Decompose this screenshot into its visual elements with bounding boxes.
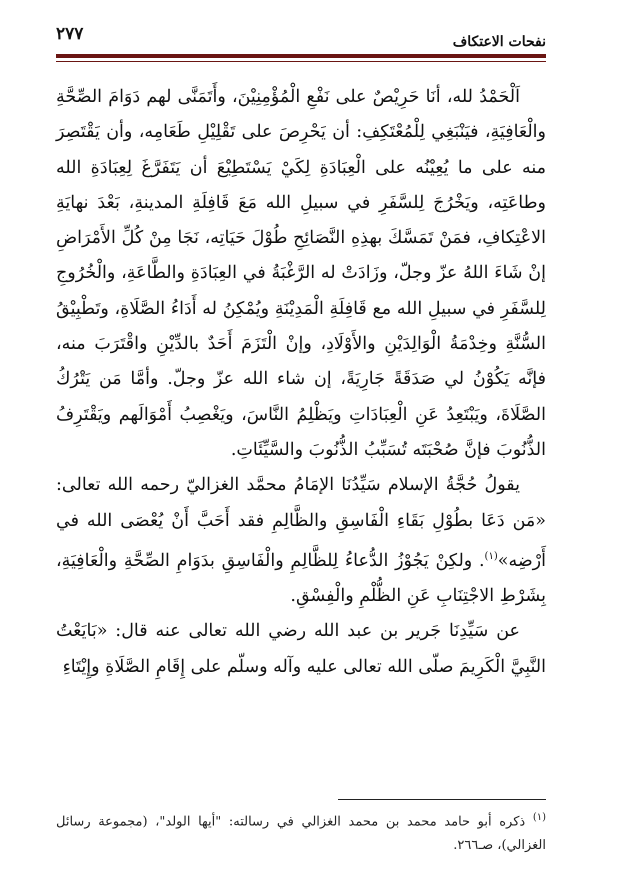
body-text — [56, 80, 546, 685]
footnote-text: ذكره أبو حامد محمد بن محمد الغزالي في رسالته: "أيها الولد"، (مجموعة رسائل الغزالي)، صـ٢٦٦. — [56, 814, 546, 854]
running-title: نفحات الاعتكاف — [452, 34, 546, 50]
page-number: ٢٧٧ — [56, 24, 84, 44]
paragraph-2 — [56, 468, 546, 614]
footnote-marker: (١) — [532, 812, 546, 823]
paragraph-2-continuation: . ولكِنْ يَجُوْزُ الدُّعاءُ لِلظَّالِمِ والْفَاسِقِ بدَوَامِ الصِّحَّةِ والْعَافِيَةِ، بِشَرْطِ الاجْتِنَابِ عَنِ الظُّلْمِ والْفِسْقِ. — [56, 550, 546, 606]
footnote — [56, 806, 546, 858]
footnote-reference: (١) — [484, 550, 498, 562]
page-header — [56, 14, 546, 54]
header-rule-thick — [56, 54, 546, 58]
header-rule-thin — [56, 61, 546, 62]
paragraph-1: اَلْحَمْدُ لله، أنَا حَرِيْصٌ على نَفْعِ الْمُؤْمِنِيْنَ، وأَتَمَنَّى لهم دَوَامَ الصِّحَّةِ والْعَافِيَةِ، فيَنْبَغِي لِلْمُعْتَكِفِ: أن يَحْرِصَ على تَقْلِيْلِ طَعَامِه، وأن يَقْتَصِرَ منه على ما يُعِيْنُه على الْعِبَادَةِ لِكَيْ يَسْتَطِيْعَ أن يَتَفَرَّغَ لِعِبَادَةِ الله وطاعَتِه، ويَخْرُجَ لِلسَّفَرِ في سبيلِ الله مَعَ قَافِلَةِ المدينةِ، بَعْدَ نهايَةِ الاعْتِكافِ، فمَنْ تَمَسَّكَ بهذِهِ النَّصَائِحِ طُوْلَ حَيَاتِه، نَجَا مِنْ كُلِّ الأَمْرَاضِ إنْ شَاءَ اللهُ عزّ وجلّ، وزَادَتْ له الرَّغْبَةُ في العِبَادَةِ والطَّاعَةِ، والْخُرُوجِ لِلسَّفَرِ في سبيلِ الله مع قَافِلَةِ الْمَدِيْنَةِ ويُمْكِنُ له أَدَاءُ الصَّلَاةِ، وتَطْبِيْقُ السُّنَّةِ وخِدْمَةُ الْوَالِدَيْنِ والأَوْلَادِ، وإنْ الْتَزَمَ أَحَدٌ بالدِّيْنِ واقْتَرَبَ منه، فإنَّه يَكُوْنُ لي صَدَقَةً جَارِيَةً، إن شاء الله عزّ وجلّ. وأمَّا مَن يَتْرُكُ الصَّلَاةَ، ويَبْتَعِدُ عَنِ الْعِبَادَاتِ ويَظْلِمُ النَّاسَ، ويَغْصِبُ أَمْوَالَهم ويَقْتَرِفُ الذُّنُوبَ فإنَّ صُحْبَتَه تُسَبِّبُ الذُّنُوبَ والسَّيِّئَاتِ. — [56, 87, 546, 460]
footnote-separator — [338, 799, 546, 800]
paragraph-2-text: يقولُ حُجَّةُ الإسلام سَيِّدُنَا الإمَامُ محمَّد الغزاليّ رحمه الله تعالى: «مَن دَعَا بطُوْلِ بَقَاءِ الْفَاسِقِ والظَّالِمِ فقد أَحَبَّ أَنْ يُعْصَى الله في أَرْضِه» — [56, 475, 546, 571]
paragraph-3: عن سَيِّدِنَا جَرير بن عبد الله رضي الله تعالى عنه قال: «بَايَعْتُ النَّبِيَّ الْكَرِيمَ صلّى الله تعالى عليه وآله وسلّم على إِقَامِ الصَّلَاةِ وإِيْتَاءِ — [56, 621, 546, 677]
